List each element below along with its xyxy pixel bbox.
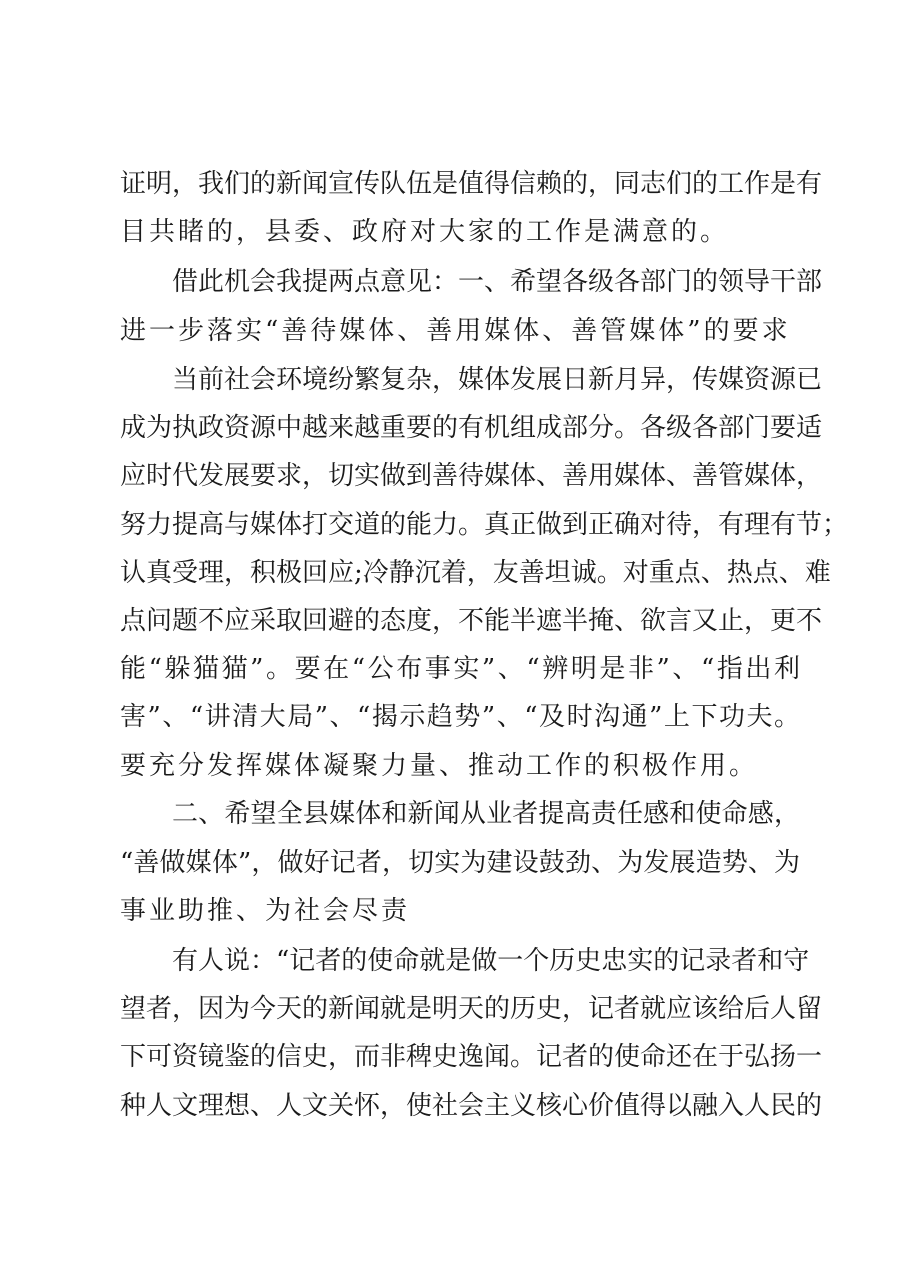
text-line: 二、希望全县媒体和新闻从业者提高责任感和使命感， xyxy=(172,799,800,829)
text-line: 事业助推、为社会尽责 xyxy=(120,896,411,926)
text-line: 借此机会我提两点意见：一、希望各级各部门的领导干部 xyxy=(172,267,823,297)
text-line: 认真受理，积极回应;冷静沉着，友善坦诚。对重点、热点、难 xyxy=(120,558,831,588)
text-line: 当前社会环境纷繁复杂，媒体发展日新月异，传媒资源已 xyxy=(172,365,823,395)
text-line: 能“躲猫猫”。要在“公布事实”、“辨明是非”、“指出利 xyxy=(120,654,800,684)
text-line: 努力提高与媒体打交道的能力。真正做到正确对待，有理有节； xyxy=(120,510,849,540)
text-line: 望者，因为今天的新闻就是明天的历史，记者就应该给后人留 xyxy=(120,994,823,1024)
text-line: 有人说：“记者的使命就是做一个历史忠实的记录者和守 xyxy=(172,946,810,976)
text-line: 点问题不应采取回避的态度，不能半遮半掩、欲言又止，更不 xyxy=(120,606,823,636)
text-line: 害”、“讲清大局”、“揭示趋势”、“及时沟通”上下功夫。 xyxy=(120,702,800,732)
text-line: 应时代发展要求，切实做到善待媒体、善用媒体、善管媒体， xyxy=(120,461,823,491)
text-line: 种人文理想、人文关怀，使社会主义核心价值得以融入人民的 xyxy=(120,1091,823,1121)
text-line: 要充分发挥媒体凝聚力量、推动工作的积极作用。 xyxy=(120,751,759,781)
text-line: 成为执政资源中越来越重要的有机组成部分。各级各部门要适 xyxy=(120,413,823,443)
text-line: 进一步落实“善待媒体、善用媒体、善管媒体”的要求 xyxy=(120,316,791,346)
text-line: 目共睹的，县委、政府对大家的工作是满意的。 xyxy=(120,217,730,247)
text-line: 下可资镜鉴的信史，而非稗史逸闻。记者的使命还在于弘扬一 xyxy=(120,1042,823,1072)
text-line: “善做媒体”，做好记者，切实为建设鼓劲、为发展造势、为 xyxy=(120,848,800,878)
text-line: 证明，我们的新闻宣传队伍是值得信赖的，同志们的工作是有 xyxy=(120,169,823,199)
